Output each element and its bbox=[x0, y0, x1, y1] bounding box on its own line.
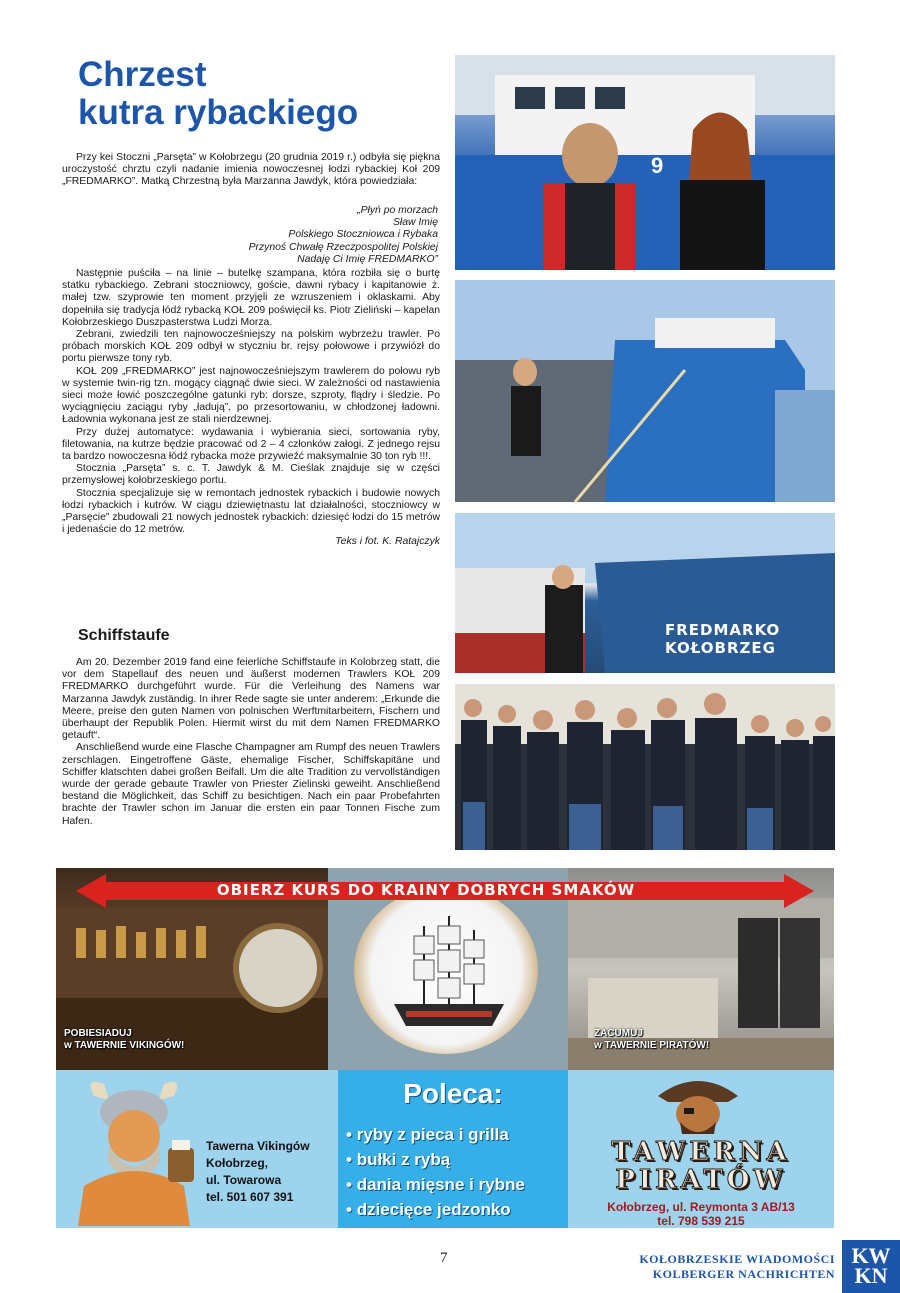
photo-fredmarko-hull bbox=[455, 513, 835, 673]
viking-tavern-street: ul. Towarowa bbox=[206, 1173, 282, 1187]
article-title-line1: Chrzest bbox=[78, 55, 207, 94]
ship-name-text bbox=[665, 621, 780, 657]
article-paragraph: KOŁ 209 „FREDMARKO” jest najnowocześniejszym trawlerem do połowu ryb w systemie twin-rig tzn. mogący ciągnąć dwie sieci. W zależności od nastawienia sieci może łowić poszczególne gatunki ryb: dorsze, szproty, flądry i śledzie. Po wyciągnięciu zaciągu ryby „ładują”, po przesortowaniu, w chłodzonej ładowni. Ładownia wykonana jest ze stali nierdzewnej. bbox=[62, 365, 440, 426]
intro-paragraph: Przy kei Stoczni „Parsęta” w Kołobrzegu (20 grudnia 2019 r.) odbyła się piękna uroczystość chrztu czyli nadanie imienia nowoczesnej łodzi rybackiej Koł 209 „FREDMARKO”. Matką Chrzestną była Marzanna Jawdyk, która powiedziała: bbox=[62, 152, 440, 188]
banner-text: OBIERZ KURS DO KRAINY DOBRYCH SMAKÓW bbox=[216, 881, 636, 899]
viking-mascot-icon bbox=[64, 1076, 204, 1226]
poem-line: Polskiego Stoczniowca i Rybaka bbox=[288, 229, 438, 241]
viking-tavern-info bbox=[206, 1138, 310, 1206]
pirate-tavern-address bbox=[568, 1200, 834, 1228]
hull-number: 9 bbox=[651, 153, 664, 178]
list-item: • dania mięsne i rybne bbox=[346, 1172, 525, 1197]
article-paragraph: Zebrani, zwiedzili ten najnowocześniejszy na polskim wybrzeżu trawler. Po próbach morskich KOŁ 209 odbył w styczniu br. rejsy połowowe i przywiózł do portu pierwsze tony ryb. bbox=[62, 329, 440, 365]
german-article-body bbox=[62, 657, 440, 828]
poleca-list bbox=[346, 1122, 525, 1222]
list-item: • dziecięce jedzonko bbox=[346, 1197, 525, 1222]
logo-line2: KN bbox=[854, 1263, 888, 1288]
ship-home-port: KOŁOBRZEG bbox=[665, 639, 776, 657]
publication-masthead bbox=[610, 1252, 835, 1282]
pirate-tavern-street: Kołobrzeg, ul. Reymonta 3 AB/13 bbox=[607, 1200, 795, 1214]
pirate-tavern-phone: tel. 798 539 215 bbox=[657, 1214, 745, 1228]
article-title-line2: kutra rybackiego bbox=[78, 93, 359, 132]
photo-4-illustration bbox=[455, 684, 835, 850]
german-paragraph: Anschließend wurde eine Flasche Champagner am Rumpf des neuen Trawlers zerschlagen. Eingetroffene Gäste, ehemalige Fischer, Schiffskapitäne und Schiffer klatschten dabei großen Beifall. Um die alte Tradition zu vervollständigen wurde der gerade gebaute Trawler von Priester Zielinski geweiht. Anschließend bestand die Möglichkeit, das Schiff zu besichtigen. Nach ein paar Probefahrten brachte der Trawler schon im Januar die ersten ein paar Tonnen Fische zum Hafen. bbox=[62, 742, 440, 827]
viking-caption-line1: POBIESIADUJ bbox=[64, 1028, 132, 1039]
pirate-tavern-panel bbox=[568, 1070, 834, 1228]
pirate-caption bbox=[594, 1028, 709, 1052]
article-title bbox=[78, 56, 448, 132]
viking-tavern-name: Tawerna Vikingów bbox=[206, 1139, 310, 1153]
german-heading: Schiffstaufe bbox=[78, 627, 170, 644]
pirate-tavern-logo bbox=[590, 1138, 812, 1194]
poem-line: Nadaję Ci Imię FREDMARKO” bbox=[297, 253, 438, 265]
page-number: 7 bbox=[440, 1250, 448, 1266]
pirate-caption-line1: ZACUMUJ bbox=[594, 1028, 643, 1039]
photo-credit: Teks i fot. K. Ratajczyk bbox=[335, 536, 440, 548]
article-paragraph: Stocznia specjalizuje się w remontach jednostek rybackich i budowie nowych łodzi rybackich i kutrów. W ciągu dziewiętnastu lat działalności, stoczniowcy w „Parsęcie” zbudowali 21 nowych jednostek rybackich: dziesięć łodzi do 15 metrów i jedenaście do 12 metrów. bbox=[62, 487, 440, 536]
article-paragraph: Następnie puściła – na linie – butelkę szampana, która rozbiła się o burtę statku rybackiego. Zebrani stoczniowcy, goście, dawni rybacy i kapitanowie ż. małej tzw. szyprowie ten moment przyjęli ze wzruszeniem i oklaskami. Aby dopełniła się tradycja łódź rybacką KOŁ 209 poświęcił ks. Piotr Zieliński – kapelan Kołobrzeskiego Duszpasterstwa Ludzi Morza. bbox=[62, 268, 440, 328]
publication-logo bbox=[842, 1240, 900, 1293]
christening-poem bbox=[180, 205, 438, 266]
photo-1-illustration bbox=[455, 55, 835, 270]
logo-line1: KW bbox=[851, 1243, 891, 1268]
poleca-title: Poleca: bbox=[403, 1078, 503, 1109]
article-body bbox=[62, 268, 440, 549]
article-intro bbox=[62, 152, 440, 189]
article-paragraph: Stocznia „Parsęta” s. c. T. Jawdyk & M. Cieślak znajduje się w części przemysłowej kołobrzeskiego portu. bbox=[62, 463, 440, 487]
viking-tavern-city: Kołobrzeg, bbox=[206, 1156, 268, 1170]
photo-2-illustration bbox=[455, 280, 835, 502]
decorative-plate bbox=[354, 886, 538, 1054]
viking-caption bbox=[64, 1028, 184, 1052]
viking-tavern-panel bbox=[56, 1070, 338, 1228]
list-item: • bułki z rybą bbox=[346, 1147, 525, 1172]
pirate-logo-line2: PIRATÓW bbox=[615, 1165, 787, 1195]
tavern-advertisement bbox=[56, 868, 834, 1228]
photo-group-of-guests bbox=[455, 684, 835, 850]
german-paragraph: Am 20. Dezember 2019 fand eine feierliche Schiffstaufe in Kolobrzeg statt, die vor dem Stapellauf des neuen und äußerst modernen Trawlers KOŁ 209 FREDMARKO durchgeführt wurde. Für die Verleihung des Namens war Marzanna Jawdyk zuständig. In ihrer Rede sagte sie unter anderem: „Erkunde die Meere, preise den guten Namen von polnischen Werftmitarbeitern, Fischern und überhaupt der Republik Polen. Hiermit wirst du mit dem Namen FREDMARKO getauft“. bbox=[62, 657, 440, 742]
photo-handshake-at-ship bbox=[455, 55, 835, 270]
poleca-panel bbox=[338, 1070, 568, 1228]
masthead-german: KOLBERGER NACHRICHTEN bbox=[652, 1267, 835, 1281]
ship-name: FREDMARKO bbox=[665, 621, 781, 639]
pirate-caption-line2: w TAWERNIE PIRATÓW! bbox=[594, 1040, 710, 1051]
pirate-logo-line1: TAWERNA bbox=[611, 1137, 791, 1167]
viking-tavern-phone: tel. 501 607 391 bbox=[206, 1190, 294, 1204]
article-paragraph: Przy dużej automatyce: wydawania i wybierania sieci, sortowania ryby, filetowania, na kutrze będzie pracować od 2 – 4 członków załogi. Z jednego rejsu ta bardzo nowoczesna łódź rybacka może przywieźć maksymalnie 30 ton ryb !!!. bbox=[62, 426, 440, 463]
sailing-ship-icon bbox=[354, 886, 538, 1054]
poem-line: Przynoś Chwałę Rzeczpospolitej Polskiej bbox=[248, 241, 438, 253]
viking-caption-line2: w TAWERNIE VIKINGÓW! bbox=[64, 1040, 185, 1051]
pirate-mascot-icon bbox=[648, 1072, 748, 1134]
poem-line: „Płyń po morzach bbox=[357, 205, 438, 216]
list-item: • ryby z pieca i grilla bbox=[346, 1122, 525, 1147]
poem-line: Sław Imię bbox=[392, 217, 438, 229]
masthead-polish: KOŁOBRZESKIE WIADOMOŚCI bbox=[639, 1252, 835, 1266]
photo-woman-at-trawler bbox=[455, 280, 835, 502]
